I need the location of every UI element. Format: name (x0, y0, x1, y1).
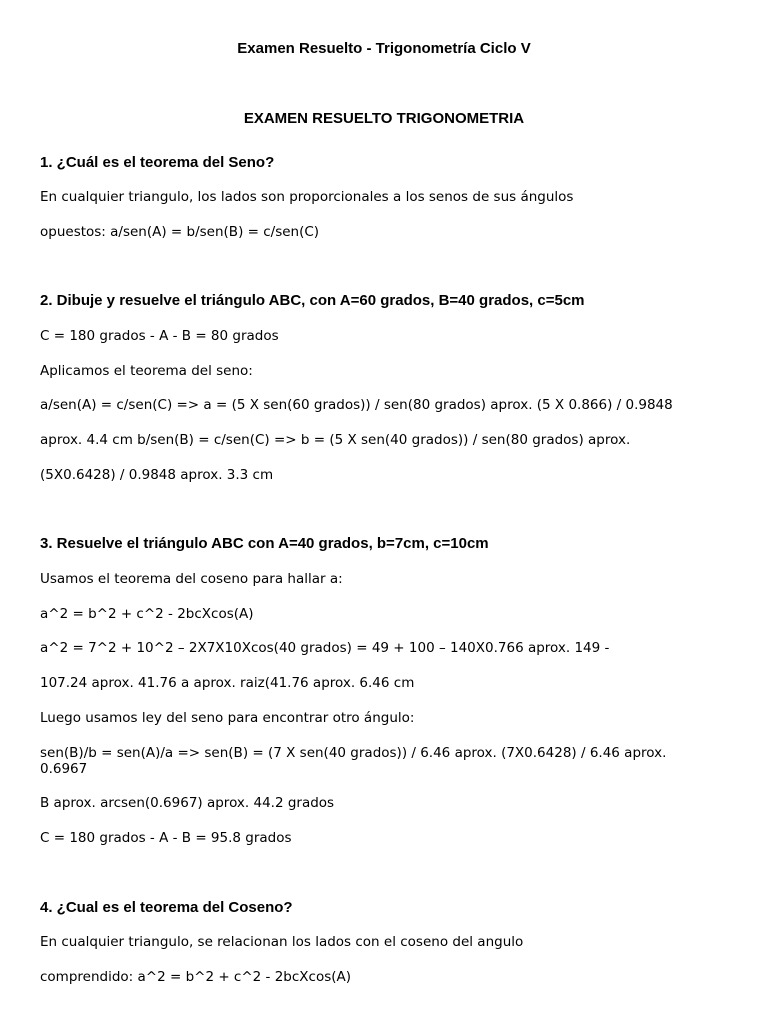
question-3-line: a^2 = b^2 + c^2 - 2bcXcos(A) (40, 606, 254, 622)
question-2-heading: 2. Dibuje y resuelve el triángulo ABC, con A=60 grados, B=40 grados, c=5cm (40, 292, 585, 309)
question-3-line: C = 180 grados - A - B = 95.8 grados (40, 830, 292, 846)
question-4-line: En cualquier triangulo, se relacionan los lados con el coseno del angulo (40, 934, 524, 950)
question-3-heading: 3. Resuelve el triángulo ABC con A=40 grados, b=7cm, c=10cm (40, 535, 489, 552)
question-2-line: (5X0.6428) / 0.9848 aprox. 3.3 cm (40, 467, 274, 483)
question-4-heading: 4. ¿Cual es el teorema del Coseno? (40, 899, 293, 916)
question-3-line: a^2 = 7^2 + 10^2 – 2X7X10Xcos(40 grados) = 49 + 100 – 140X0.766 aprox. 149 - (40, 640, 610, 656)
question-3-line: sen(B)/b = sen(A)/a => sen(B) = (7 X sen(40 grados)) / 6.46 aprox. (7X0.6428) / 6.46 aprox. 0.6967 (40, 745, 667, 777)
document-title: EXAMEN RESUELTO TRIGONOMETRIA (243, 110, 525, 127)
question-1-line: opuestos: a/sen(A) = b/sen(B) = c/sen(C) (40, 224, 320, 240)
question-3-line: B aprox. arcsen(0.6967) aprox. 44.2 grados (40, 795, 335, 811)
question-2-line: C = 180 grados - A - B = 80 grados (40, 328, 279, 344)
question-3-line: Luego usamos ley del seno para encontrar otro ángulo: (40, 710, 415, 726)
question-4-line: comprendido: a^2 = b^2 + c^2 - 2bcXcos(A) (40, 969, 352, 985)
question-1-heading: 1. ¿Cuál es el teorema del Seno? (40, 154, 275, 171)
question-2-line: a/sen(A) = c/sen(C) => a = (5 X sen(60 grados)) / sen(80 grados) aprox. (5 X 0.866) / 0.9848 (40, 397, 673, 413)
question-2-line: Aplicamos el teorema del seno: (40, 363, 253, 379)
page-header: Examen Resuelto - Trigonometría Ciclo V (237, 40, 531, 57)
question-3-line: 107.24 aprox. 41.76 a aprox. raiz(41.76 aprox. 6.46 cm (40, 675, 415, 691)
question-2-line: aprox. 4.4 cm b/sen(B) = c/sen(C) => b = (5 X sen(40 grados)) / sen(80 grados) aprox. (40, 432, 631, 448)
question-1-line: En cualquier triangulo, los lados son proporcionales a los senos de sus ángulos (40, 189, 574, 205)
question-3-line: Usamos el teorema del coseno para hallar a: (40, 571, 343, 587)
